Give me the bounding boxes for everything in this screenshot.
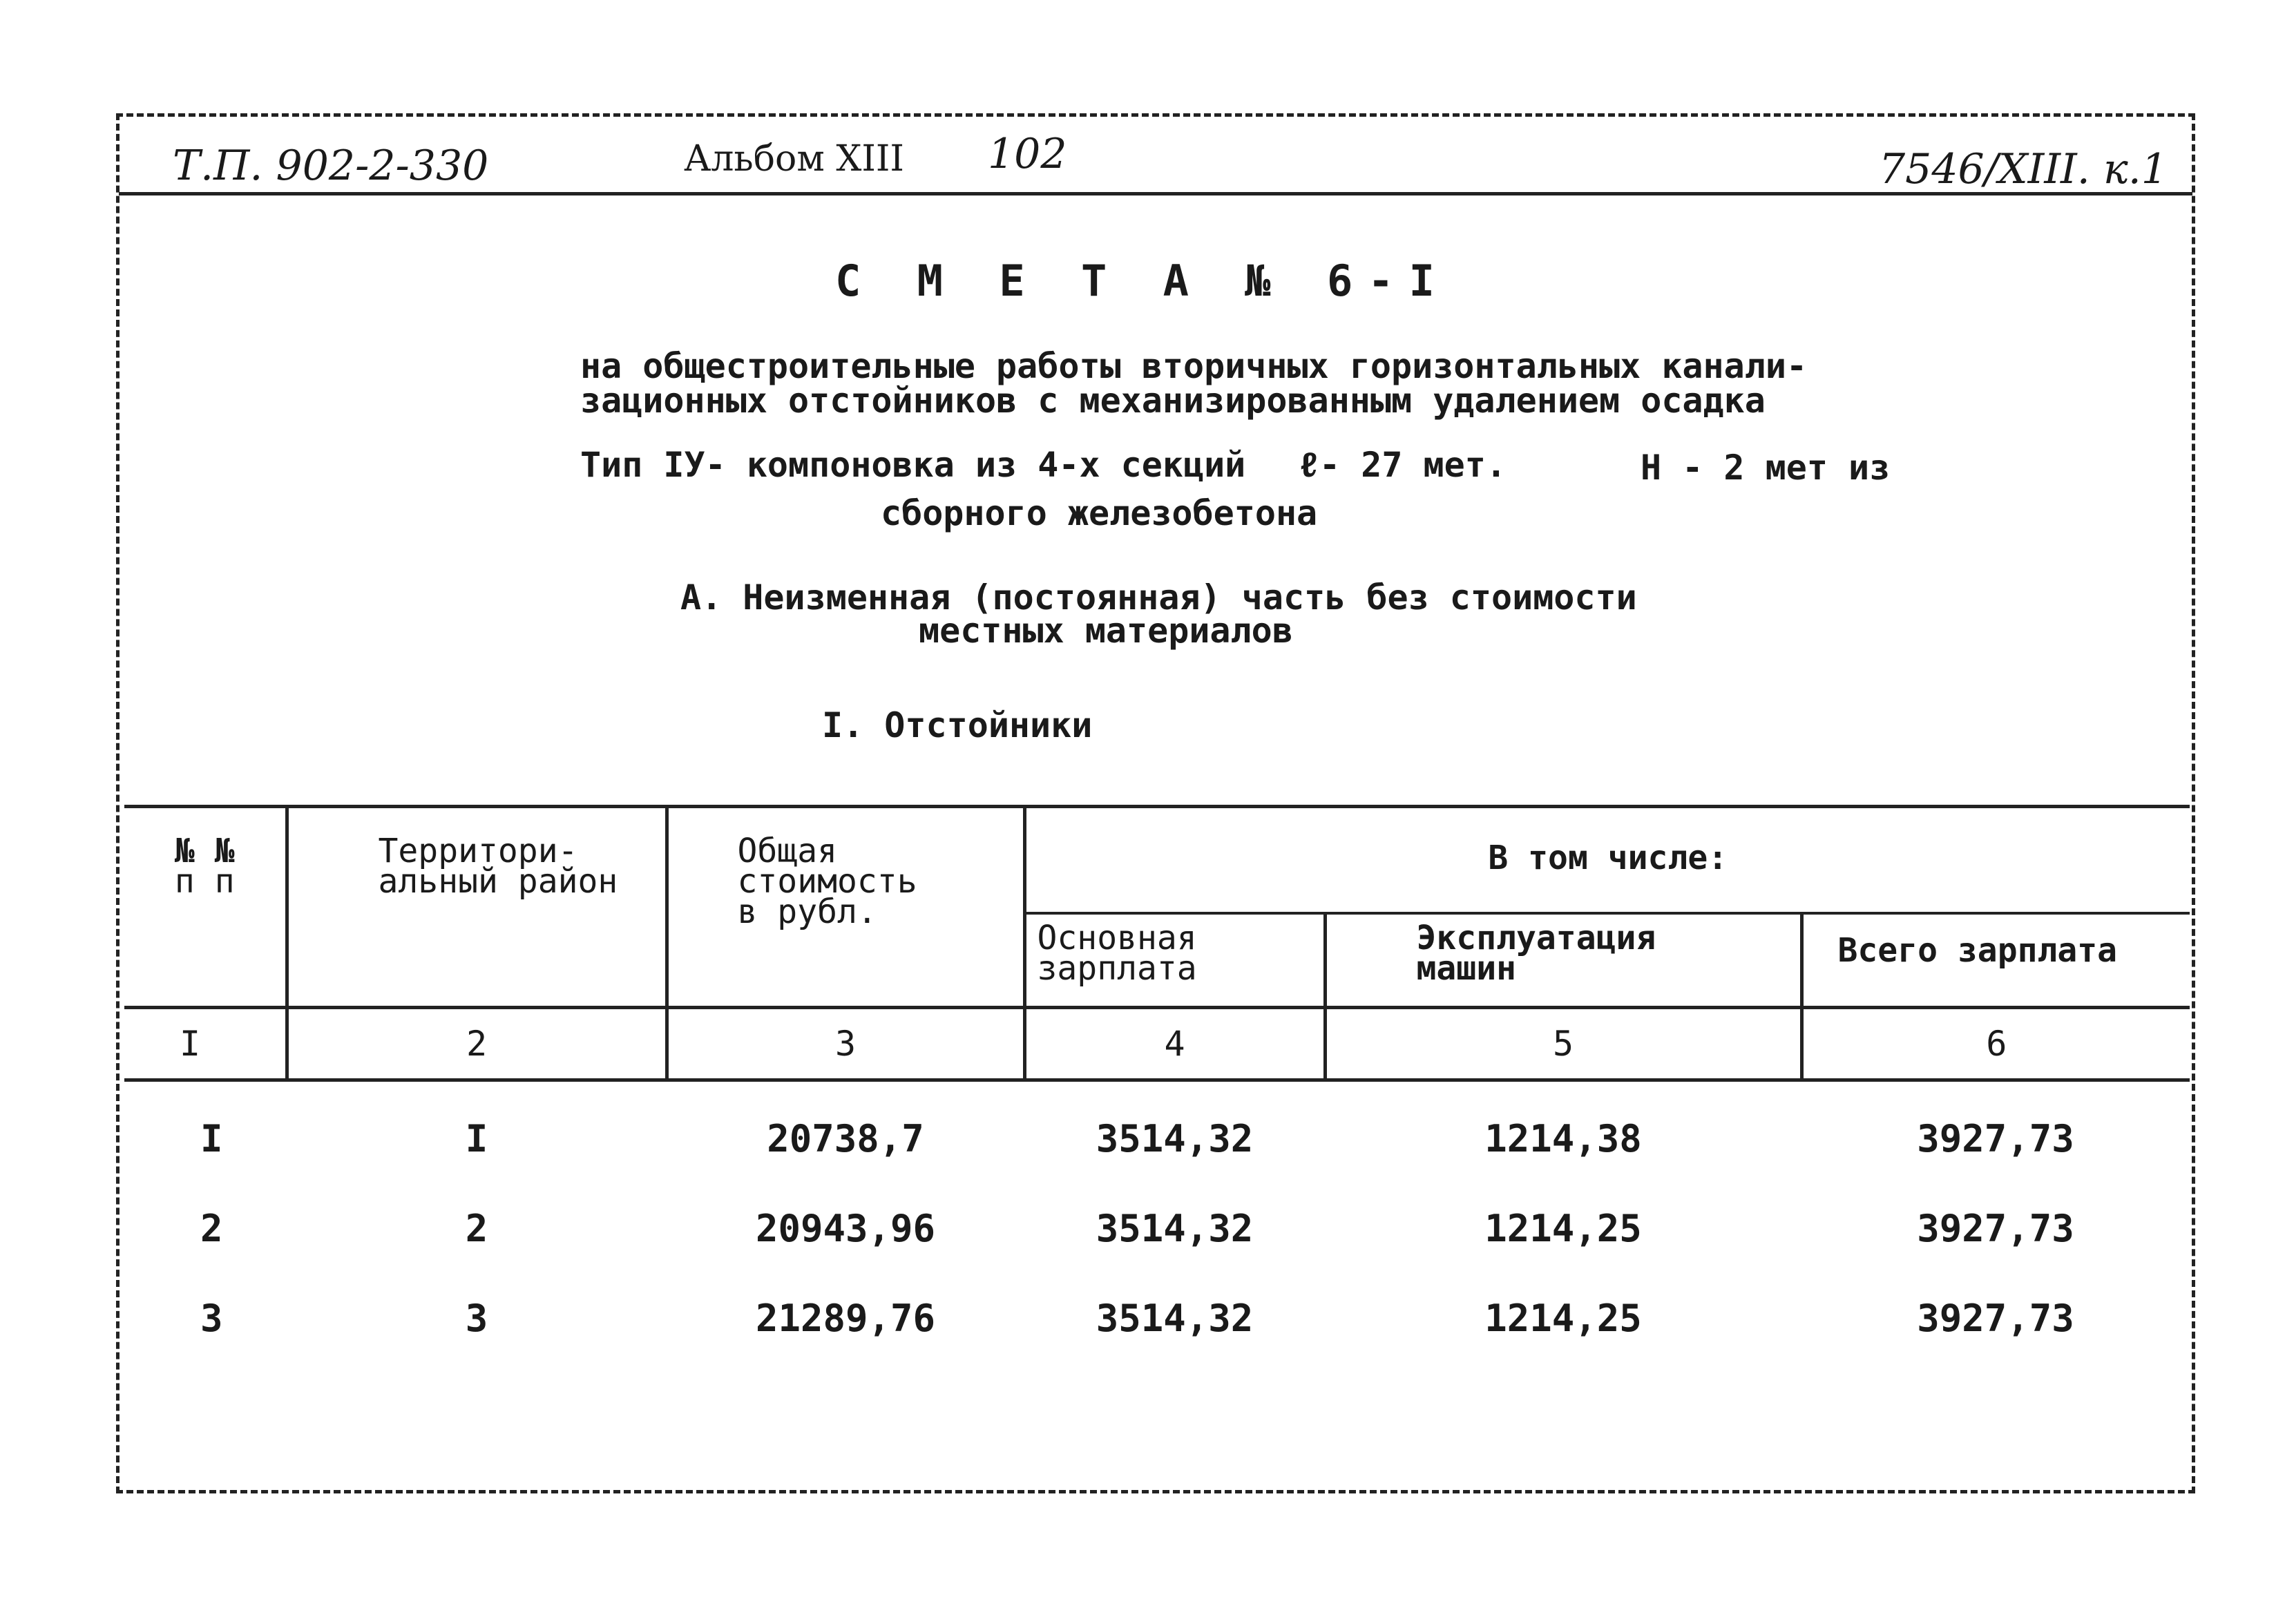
- col-total-header: [667, 807, 1024, 1008]
- subsection-title: I. Отстойники: [822, 705, 1093, 745]
- table-row: [124, 1094, 2190, 1184]
- spacer-row: [124, 1080, 2190, 1094]
- project-code: Т.П. 902-2-330: [173, 142, 489, 190]
- cell-num: 2: [200, 1207, 223, 1250]
- cell-region: 3: [465, 1297, 488, 1340]
- col-machines-header: [1325, 913, 1801, 1008]
- type-line-2: сборного железобетона: [881, 493, 1318, 533]
- colnum-6: 6: [1801, 1008, 2190, 1080]
- col-salary-header-line1: Основная: [1037, 919, 1197, 957]
- col-total-header-line3: в рубл.: [737, 892, 877, 931]
- cell-region: 2: [465, 1207, 488, 1250]
- archive-code: 7546/XIII. к.1: [1879, 145, 2168, 193]
- cell-total: 20738,7: [767, 1117, 924, 1160]
- cell-region: I: [465, 1117, 488, 1160]
- cell-total: 20943,96: [755, 1207, 936, 1250]
- type-line-1b: ℓ- 27 мет.: [1299, 445, 1507, 485]
- album-label: Альбом XIII: [684, 138, 904, 180]
- cell-salary: 3514,32: [1096, 1117, 1254, 1160]
- col-region-header-line2: альный район: [378, 862, 618, 901]
- cell-total-salary: 3927,73: [1917, 1207, 2074, 1250]
- colnum-2: 2: [287, 1008, 667, 1080]
- cell-machines: 1214,25: [1484, 1207, 1642, 1250]
- cell-num: 3: [200, 1297, 223, 1340]
- col-num-header-line1: № №: [174, 832, 235, 870]
- spacer-cell: [124, 1080, 2190, 1094]
- col-machines-header-line1: Эксплуатация: [1416, 919, 1656, 957]
- col-num-header: [124, 807, 287, 1008]
- col-region-header-line1: Территори-: [378, 832, 578, 870]
- page-number: 102: [988, 130, 1067, 178]
- cell-salary: 3514,32: [1096, 1297, 1254, 1340]
- cell-machines: 1214,25: [1484, 1297, 1642, 1340]
- header-divider: [119, 192, 2192, 195]
- cell-total-salary: 3927,73: [1917, 1297, 2074, 1340]
- cell-num: I: [200, 1117, 223, 1160]
- cell-total: 21289,76: [755, 1297, 936, 1340]
- col-num-header-line2: п п: [174, 862, 235, 901]
- cell-machines: 1214,38: [1484, 1117, 1642, 1160]
- col-group-header: В том числе:: [1024, 807, 2190, 914]
- section-a-line-2: местных материалов: [919, 611, 1293, 651]
- table-row: [124, 1274, 2190, 1364]
- col-total-header-line2: стоимость: [737, 862, 917, 901]
- cell-total-salary: 3927,73: [1917, 1117, 2074, 1160]
- page-title: С М Е Т А № 6-I: [835, 256, 1450, 306]
- col-salary-header: [1024, 913, 1325, 1008]
- estimate-table: [124, 805, 2190, 1364]
- column-number-row: [124, 1008, 2190, 1080]
- colnum-3: 3: [667, 1008, 1024, 1080]
- type-line-1a: Тип IУ- компоновка из 4-х секций: [580, 445, 1246, 485]
- colnum-5: 5: [1325, 1008, 1801, 1080]
- section-a-line-1: А. Неизменная (постоянная) часть без стоимости: [680, 577, 1637, 618]
- subtitle-line-2: зационных отстойников с механизированным удалением осадка: [580, 381, 1766, 421]
- colnum-1: I: [124, 1008, 287, 1080]
- col-salary-header-line2: зарплата: [1037, 949, 1197, 988]
- col-machines-header-line2: машин: [1416, 949, 1516, 988]
- col-total-header-line1: Общая: [737, 832, 837, 870]
- cell-salary: 3514,32: [1096, 1207, 1254, 1250]
- subtitle-line-1: на общестроительные работы вторичных горизонтальных канали-: [580, 346, 1808, 386]
- type-line-1c: Н - 2 мет из: [1641, 448, 1891, 488]
- col-region-header: [287, 807, 667, 1008]
- table-row: [124, 1184, 2190, 1274]
- colnum-4: 4: [1024, 1008, 1325, 1080]
- header-row-1: [124, 807, 2190, 914]
- col-total-salary-header: Всего зарплата: [1837, 931, 2118, 970]
